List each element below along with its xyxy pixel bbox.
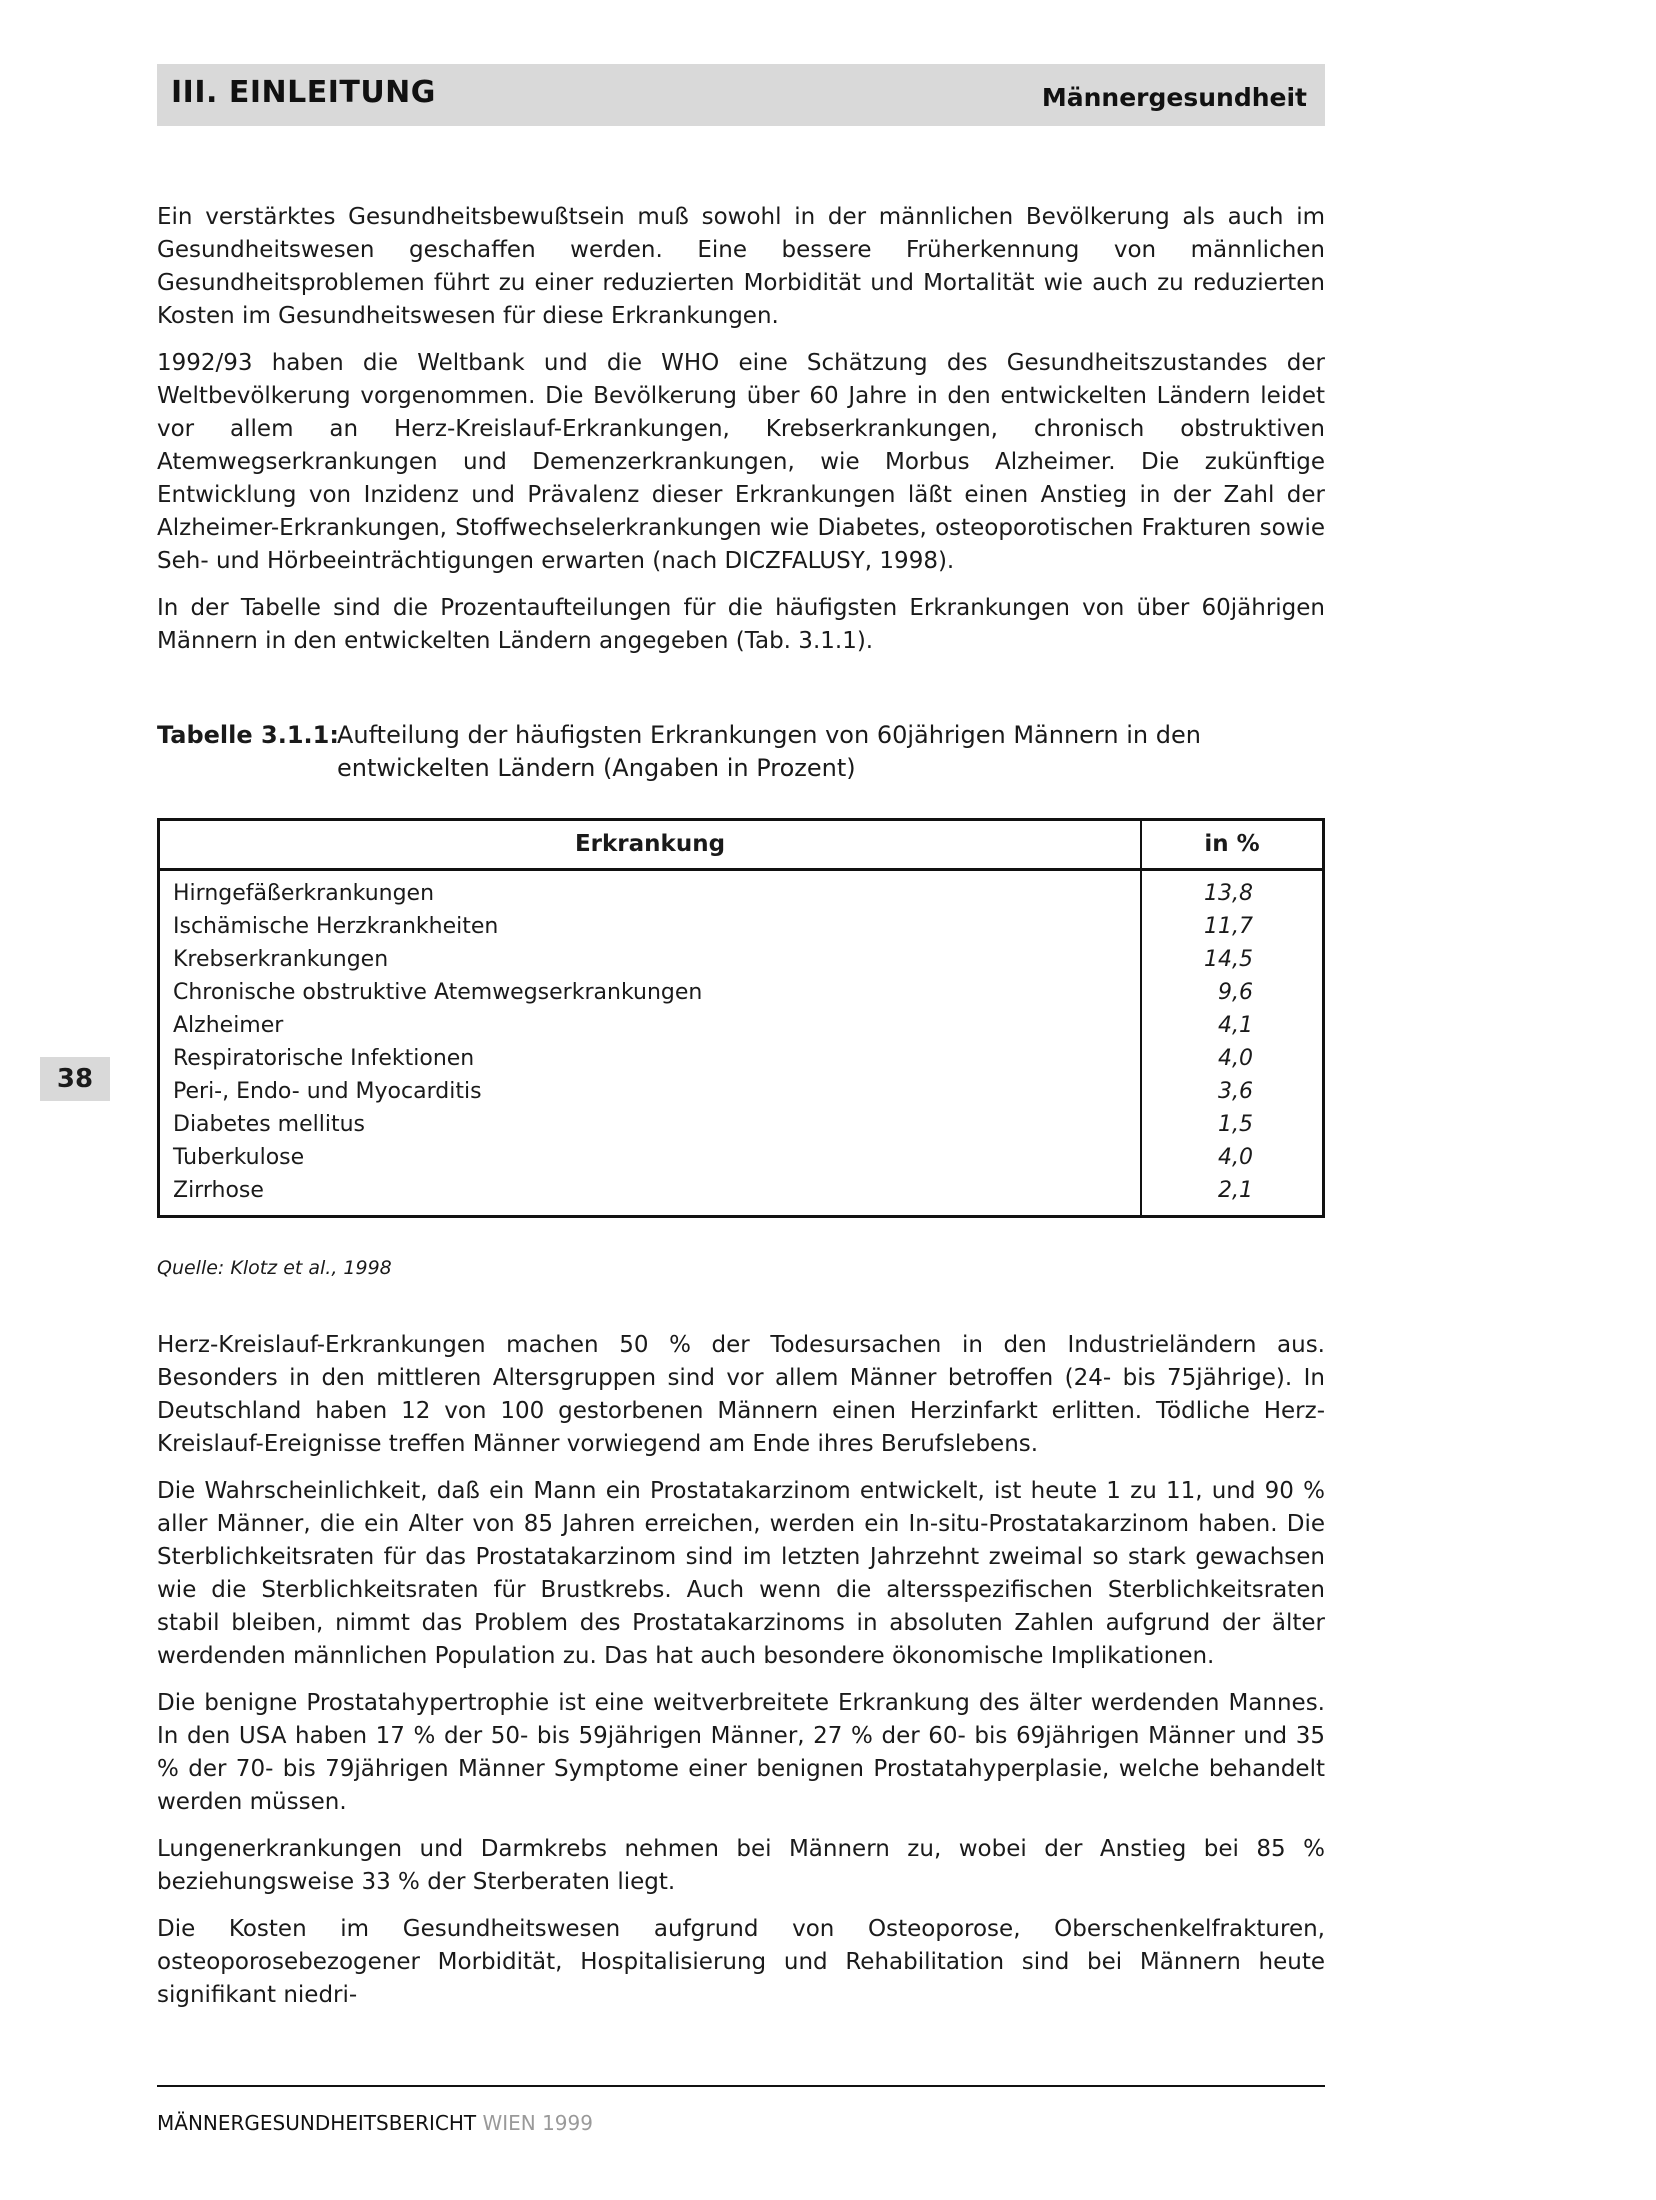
disease-name: Chronische obstruktive Atemwegserkrankungen [173, 980, 703, 1005]
section-header [157, 64, 1325, 126]
disease-name: Peri-, Endo- und Myocarditis [173, 1079, 482, 1104]
disease-percent: 4,1 [1218, 1013, 1253, 1038]
paragraph: Die benigne Prostatahypertrophie ist eine weitverbreitete Erkrankung des älter werdenden Mannes. In den USA haben 17 % der 50- bis 59jährigen Männer, 27 % der 60- bis 69jährigen Männer und 35 % der 70- bis 79jährigen Männer Symptome einer benignen Prostatahyperplasie, welche behandelt werden müssen. [157, 1690, 1325, 1815]
disease-name: Hirngefäßerkrankungen [173, 881, 435, 906]
table-row [160, 1141, 1322, 1174]
table-caption-text: Aufteilung der häufigsten Erkrankungen von 60jährigen Männern in den entwickelten Ländern (Angaben in Prozent) [337, 721, 1201, 782]
paragraph: Die Kosten im Gesundheitswesen aufgrund von Osteoporose, Oberschenkelfrakturen, osteoporosebezogener Morbidität, Hospitalisierung und Rehabilitation sind bei Männern heute signifikant niedri- [157, 1916, 1325, 2008]
disease-name: Alzheimer [173, 1013, 284, 1038]
table-row [160, 1075, 1322, 1108]
table-row [160, 943, 1322, 976]
table-caption-label: Tabelle 3.1.1: [157, 721, 339, 749]
disease-name: Zirrhose [173, 1178, 264, 1203]
paragraph: Herz-Kreislauf-Erkrankungen machen 50 % der Todesursachen in den Industrieländern aus. Besonders in den mittleren Altersgruppen sind vor allem Männer betroffen (24- bis 75jährige). In Deutschland haben 12 von 100 gestorbenen Männern einen Herzinfarkt erlitten. Tödliche Herz-Kreislauf-Ereignisse treffen Männer vorwiegend am Ende ihres Berufslebens. [157, 1332, 1325, 1457]
disease-name: Tuberkulose [173, 1145, 305, 1170]
disease-name: Ischämische Herzkrankheiten [173, 914, 499, 939]
paragraph: Lungenerkrankungen und Darmkrebs nehmen bei Männern zu, wobei der Anstieg bei 85 % beziehungsweise 33 % der Sterberaten liegt. [157, 1836, 1325, 1895]
table-body [160, 877, 1322, 1207]
header-percent: in % [1204, 831, 1260, 857]
disease-table [157, 818, 1325, 1218]
table-row [160, 1174, 1322, 1207]
table-row [160, 1042, 1322, 1075]
table-row [160, 1108, 1322, 1141]
page-number: 38 [40, 1057, 110, 1101]
disease-percent: 2,1 [1218, 1178, 1253, 1203]
paragraph: Ein verstärktes Gesundheitsbewußtsein muß sowohl in der männlichen Bevölkerung als auch im Gesundheitswesen geschaffen werden. Eine bessere Früherkennung von männlichen Gesundheitsproblemen führt zu einer reduzierten Morbidität und Mortalität wie auch zu reduzierten Kosten im Gesundheitswesen für diese Erkrankungen. [157, 204, 1325, 329]
disease-percent: 9,6 [1218, 980, 1253, 1005]
section-title: III. EINLEITUNG [171, 75, 436, 110]
table-row [160, 910, 1322, 943]
paragraph: In der Tabelle sind die Prozentaufteilungen für die häufigsten Erkrankungen von über 60jährigen Männern in den entwickelten Ländern angegeben (Tab. 3.1.1). [157, 595, 1325, 654]
intro-text [157, 201, 1325, 672]
disease-percent: 11,7 [1204, 914, 1253, 939]
running-topic: Männergesundheit [1041, 83, 1307, 112]
footer-report-title: MÄNNERGESUNDHEITSBERICHT [157, 2111, 477, 2135]
body-text [157, 1329, 1325, 2026]
paragraph: Die Wahrscheinlichkeit, daß ein Mann ein Prostatakarzinom entwickelt, ist heute 1 zu 11, und 90 % aller Männer, die ein Alter von 85 Jahren erreichen, werden ein In-situ-Prostatakarzinom haben. Die Sterblichkeitsraten für das Prostatakarzinom sind im letzten Jahrzehnt zweimal so stark gewachsen wie die Sterblichkeitsraten für Brustkrebs. Auch wenn die altersspezifischen Sterblichkeitsraten stabil bleiben, nimmt das Problem des Prostatakarzinoms in absoluten Zahlen aufgrund der älter werdenden männlichen Population zu. Das hat auch besondere ökonomische Implikationen. [157, 1478, 1325, 1669]
disease-name: Respiratorische Infektionen [173, 1046, 475, 1071]
disease-name: Diabetes mellitus [173, 1112, 365, 1137]
disease-name: Krebserkrankungen [173, 947, 389, 972]
table-row [160, 976, 1322, 1009]
disease-percent: 3,6 [1218, 1079, 1253, 1104]
disease-percent: 1,5 [1218, 1112, 1253, 1137]
table-row [160, 1009, 1322, 1042]
footer-place-year: WIEN 1999 [482, 2111, 593, 2135]
header-disease: Erkrankung [574, 831, 726, 857]
disease-percent: 4,0 [1218, 1046, 1253, 1071]
disease-percent: 13,8 [1204, 881, 1253, 906]
table-row [160, 877, 1322, 910]
table-header [160, 821, 1322, 871]
table-source: Quelle: Klotz et al., 1998 [157, 1257, 392, 1279]
paragraph: 1992/93 haben die Weltbank und die WHO eine Schätzung des Gesundheitszustandes der Weltbevölkerung vorgenommen. Die Bevölkerung über 60 Jahre in den entwickelten Ländern leidet vor allem an Herz-Kreislauf-Erkrankungen, Krebserkrankungen, chronisch obstruktiven Atemwegserkrankungen und Demenzerkrankungen, wie Morbus Alzheimer. Die zukünftige Entwicklung von Inzidenz und Prävalenz dieser Erkrankungen läßt einen Anstieg in der Zahl der Alzheimer-Erkrankungen, Stoffwechselerkrankungen wie Diabetes, osteoporotischen Frakturen sowie Seh- und Hörbeeinträchtigungen erwarten (nach DICZFALUSY, 1998). [157, 350, 1325, 574]
footer [157, 2111, 593, 2135]
disease-percent: 14,5 [1204, 947, 1253, 972]
footer-divider [157, 2085, 1325, 2087]
disease-percent: 4,0 [1218, 1145, 1253, 1170]
